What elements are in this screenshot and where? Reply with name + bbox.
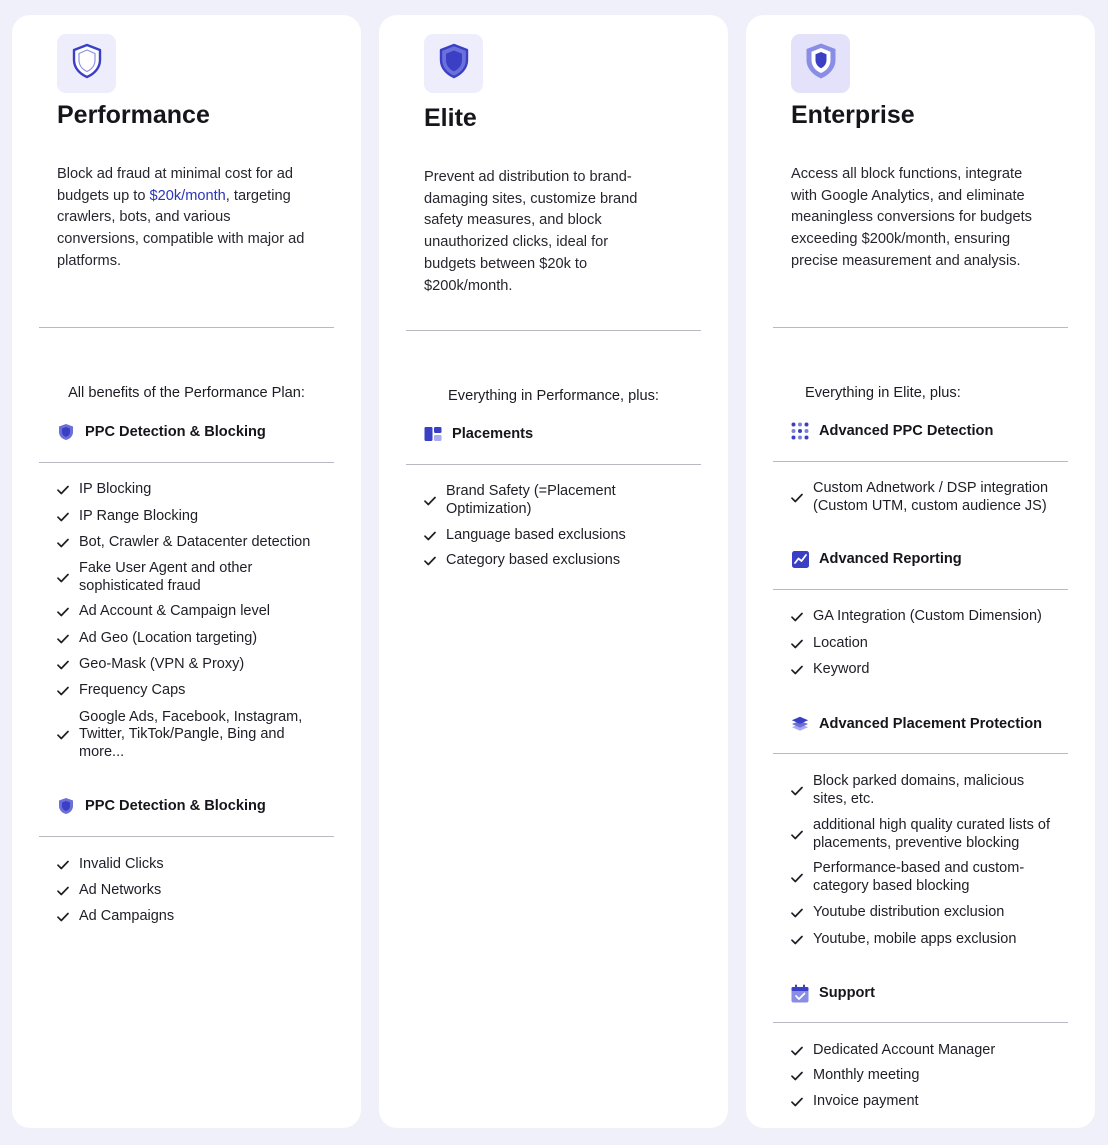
check-icon xyxy=(791,935,803,945)
plan-card-enterprise xyxy=(746,15,1095,1128)
check-icon xyxy=(57,912,69,922)
feature-item: Ad Geo (Location targeting) xyxy=(57,630,317,647)
feature-item: IP Range Blocking xyxy=(57,508,317,525)
divider xyxy=(39,836,334,837)
plan-description: Prevent ad distribution to brand-damaging sites, customize brand safety measures, and block unauthorized clicks, ideal for budgets between $20k to $200k/month. xyxy=(424,169,638,294)
section-title: Support xyxy=(819,985,875,1001)
feature-item: Fake User Agent and other sophisticated fraud xyxy=(57,560,317,595)
section-title: Placements xyxy=(452,426,534,442)
shield-icon xyxy=(57,423,75,441)
shield-icon xyxy=(804,42,838,85)
check-icon xyxy=(791,1071,803,1081)
feature-item: Bot, Crawler & Datacenter detection xyxy=(57,534,317,551)
check-icon xyxy=(791,493,803,503)
plan-card-elite xyxy=(379,15,728,1128)
check-icon xyxy=(791,830,803,840)
check-icon xyxy=(57,660,69,670)
divider xyxy=(773,461,1068,462)
section-title: Advanced Placement Protection xyxy=(819,716,1043,732)
divider xyxy=(773,327,1068,328)
section-title: Advanced Reporting xyxy=(819,551,962,567)
feature-item: Performance-based and custom-category based blocking xyxy=(791,860,1051,895)
divider xyxy=(39,462,334,463)
check-icon xyxy=(791,612,803,622)
divider xyxy=(773,753,1068,754)
plan-intro: All benefits of the Performance Plan: xyxy=(68,385,305,401)
check-icon xyxy=(424,496,436,506)
feature-item: Brand Safety (=Placement Optimization) xyxy=(424,483,684,518)
feature-item: Location xyxy=(791,635,1051,652)
check-icon xyxy=(791,908,803,918)
feature-item: Category based exclusions xyxy=(424,552,684,569)
shield-icon xyxy=(438,43,470,84)
plan-title: Enterprise xyxy=(791,101,915,129)
section-title: PPC Detection & Blocking xyxy=(85,798,266,814)
plan-icon-tile xyxy=(791,34,850,93)
check-icon xyxy=(57,512,69,522)
section-header xyxy=(791,982,875,1004)
feature-item: Youtube, mobile apps exclusion xyxy=(791,931,1051,948)
check-icon xyxy=(57,538,69,548)
section-header xyxy=(791,420,993,442)
check-icon xyxy=(57,573,69,583)
feature-item: Keyword xyxy=(791,661,1051,678)
plan-card-performance xyxy=(12,15,361,1128)
feature-item: Youtube distribution exclusion xyxy=(791,904,1051,921)
feature-item: Ad Account & Campaign level xyxy=(57,603,317,620)
divider xyxy=(39,327,334,328)
check-icon xyxy=(424,531,436,541)
plan-icon-tile xyxy=(57,34,116,93)
shield-icon xyxy=(57,797,75,815)
section-title: PPC Detection & Blocking xyxy=(85,424,266,440)
feature-item: Frequency Caps xyxy=(57,682,317,699)
plan-intro: Everything in Performance, plus: xyxy=(448,388,659,404)
feature-item: Ad Networks xyxy=(57,882,317,899)
divider xyxy=(406,330,701,331)
calendar-check-icon xyxy=(791,984,809,1002)
check-icon xyxy=(57,886,69,896)
plan-icon-tile xyxy=(424,34,483,93)
check-icon xyxy=(57,686,69,696)
section-header xyxy=(57,421,266,443)
feature-item: Block parked domains, malicious sites, etc. xyxy=(791,773,1051,808)
check-icon xyxy=(57,860,69,870)
plan-description: Access all block functions, integrate with Google Analytics, and eliminate meaningless conversions for budgets exceeding $200k/month, ensuring precise measurement and analysis. xyxy=(791,166,1032,269)
divider xyxy=(773,589,1068,590)
divider xyxy=(406,464,701,465)
feature-item: Ad Campaigns xyxy=(57,908,317,925)
check-icon xyxy=(791,1046,803,1056)
feature-item: additional high quality curated lists of placements, preventive blocking xyxy=(791,817,1051,852)
section-header xyxy=(424,423,533,445)
layers-icon xyxy=(791,715,809,733)
divider xyxy=(773,1022,1068,1023)
check-icon xyxy=(791,665,803,675)
budget-highlight: $20k/month xyxy=(149,187,226,204)
feature-item: Invoice payment xyxy=(791,1093,1051,1110)
dot-grid-icon xyxy=(791,422,809,440)
feature-item: Monthly meeting xyxy=(791,1067,1051,1084)
section-header xyxy=(791,548,962,570)
chart-line-icon xyxy=(791,550,809,568)
check-icon xyxy=(791,1097,803,1107)
check-icon xyxy=(57,730,69,740)
check-icon xyxy=(424,556,436,566)
section-header xyxy=(791,713,1042,735)
check-icon xyxy=(791,873,803,883)
shield-icon xyxy=(71,43,103,84)
check-icon xyxy=(791,639,803,649)
section-header xyxy=(57,795,266,817)
feature-item: Dedicated Account Manager xyxy=(791,1042,1051,1059)
check-icon xyxy=(57,485,69,495)
plan-title: Elite xyxy=(424,104,477,132)
section-title: Advanced PPC Detection xyxy=(819,423,994,439)
check-icon xyxy=(791,786,803,796)
plan-description: Block ad fraud at minimal cost for ad budgets up to $20k/month, targeting crawlers, bots, and various conversions, compatible with major ad platforms. xyxy=(57,166,305,269)
feature-item: Geo-Mask (VPN & Proxy) xyxy=(57,656,317,673)
feature-item: Custom Adnetwork / DSP integration (Custom UTM, custom audience JS) xyxy=(791,480,1051,515)
feature-item: Google Ads, Facebook, Instagram, Twitter, TikTok/Pangle, Bing and more... xyxy=(57,709,317,761)
check-icon xyxy=(57,634,69,644)
placements-icon xyxy=(424,425,442,443)
feature-item: Invalid Clicks xyxy=(57,856,317,873)
plan-intro: Everything in Elite, plus: xyxy=(805,385,961,401)
feature-item: Language based exclusions xyxy=(424,527,684,544)
plan-title: Performance xyxy=(57,101,210,129)
check-icon xyxy=(57,607,69,617)
feature-item: GA Integration (Custom Dimension) xyxy=(791,608,1051,625)
feature-item: IP Blocking xyxy=(57,481,317,498)
